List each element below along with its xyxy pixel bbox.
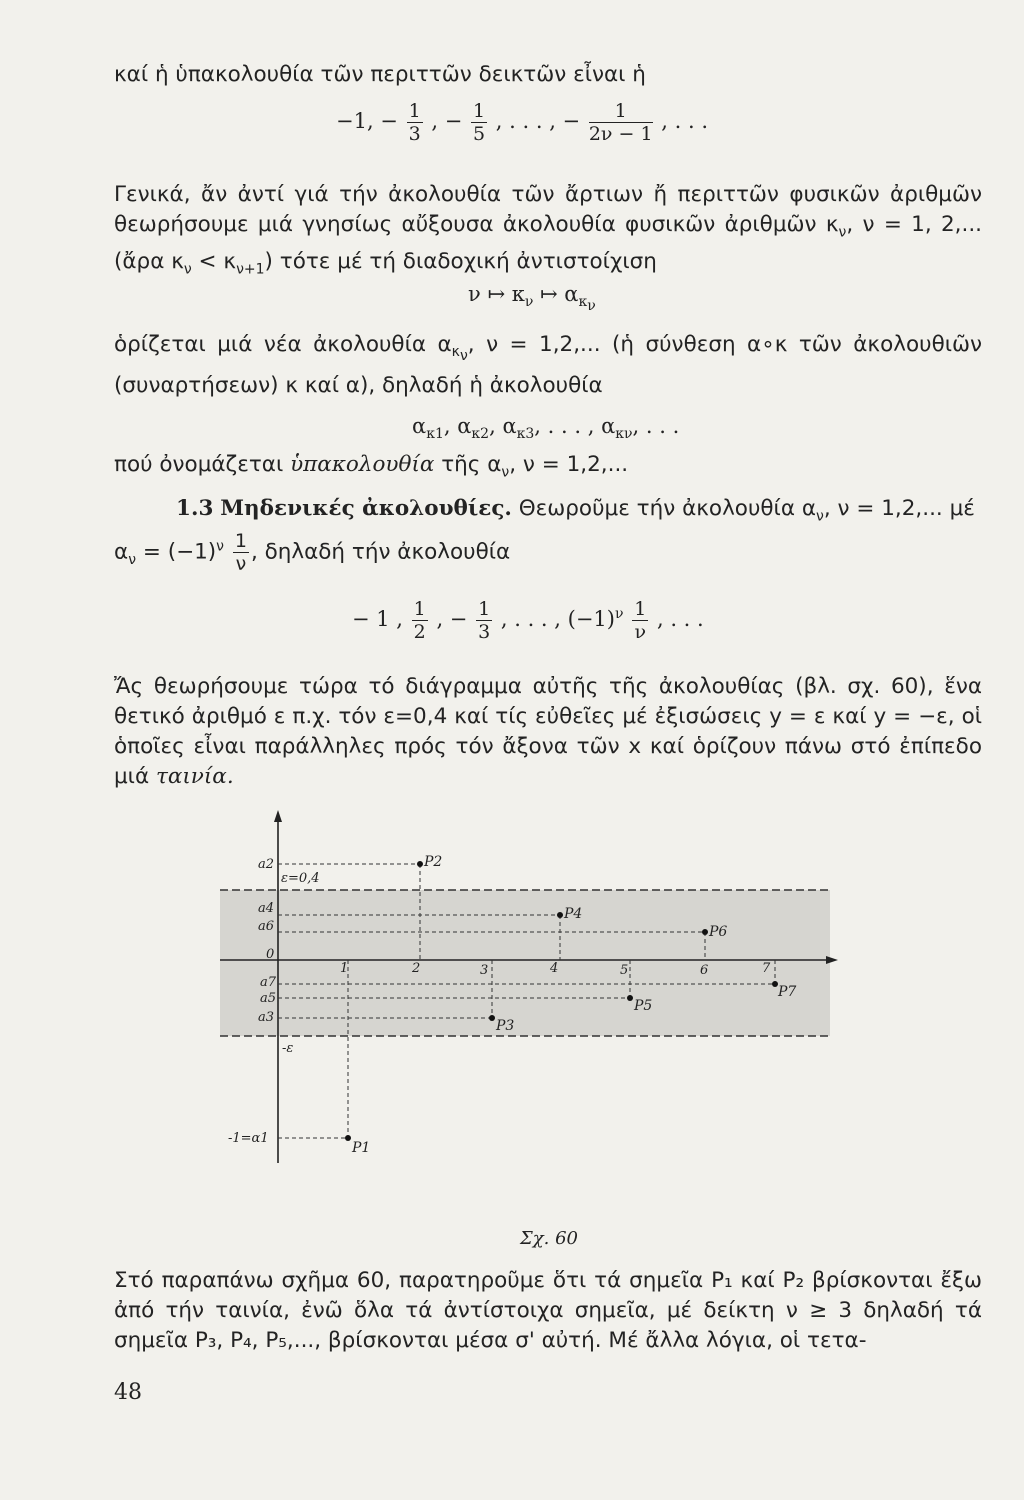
fraction-numerator: 1 <box>473 100 486 122</box>
tick-4: 4 <box>550 961 559 976</box>
fraction-denominator: ν <box>634 621 647 643</box>
paragraph-general <box>114 180 982 285</box>
label-p5: P5 <box>634 998 653 1014</box>
paragraph-text: , ν = 1,2,... <box>509 452 629 477</box>
subscript: ν <box>838 224 847 241</box>
formula-text: , − <box>431 109 463 133</box>
section-title: Μηδενικές ἀκολουθίες. <box>220 496 512 521</box>
subscript: ν <box>587 297 596 314</box>
fraction <box>476 598 492 643</box>
point-p2 <box>417 861 423 867</box>
formula-text: , . . . , − <box>495 109 581 133</box>
fraction <box>471 100 487 145</box>
formula-text: α <box>412 414 427 438</box>
fraction <box>632 598 648 643</box>
definition-line <box>114 530 510 575</box>
paragraph-subsequence-name <box>114 452 628 480</box>
subscript: κν <box>615 426 633 443</box>
fraction-denominator: 3 <box>408 123 421 145</box>
subscript: ν+1 <box>236 261 265 278</box>
label-p3: P3 <box>496 1018 515 1034</box>
fraction <box>233 530 249 575</box>
subscript: ν <box>128 551 137 568</box>
formula-text: , − <box>436 607 468 631</box>
section-number: 1.3 <box>176 496 214 521</box>
formula-text: , . . . , (−1) <box>500 607 615 631</box>
figure-60-diagram <box>210 808 850 1168</box>
formula-text: ↦ α <box>533 282 579 306</box>
tick-2: 2 <box>412 961 421 976</box>
paragraph-text: , ν = 1, 2,... (ἄρα κ <box>114 212 982 275</box>
subscript: ν <box>501 464 510 481</box>
italic-term: ταινία. <box>155 764 234 789</box>
fraction <box>407 100 423 145</box>
italic-term: ὑπακολουθία <box>290 452 435 477</box>
subscript: ν <box>816 508 824 525</box>
section-heading-line <box>176 496 975 524</box>
paragraph-text: , ν = 1,2,... (ἡ σύνθεση α∘κ τῶν ἀκολουθιῶν (συναρτήσεων) κ καί α), δηλαδή ἡ ἀκολουθία <box>114 332 983 399</box>
paragraph-text: ) τότε μέ τή διαδοχική ἀντιστοίχιση <box>264 249 657 275</box>
fraction-denominator: 5 <box>473 123 486 145</box>
y-axis-arrow <box>274 810 282 822</box>
x-axis-arrow <box>826 956 838 964</box>
paragraph-band <box>114 672 982 792</box>
subscript: κ1 <box>426 426 444 443</box>
fraction-numerator: 1 <box>634 598 647 620</box>
label-origin: 0 <box>266 947 275 962</box>
paragraph-observation: Στό παραπάνω σχῆμα 60, παρατηροῦμε ὅτι τά σημεῖα P₁ καί P₂ βρίσκονται ἔξω ἀπό τήν ταινία, ἐνῶ ὅλα τά ἀντίστοιχα σημεῖα, μέ δείκτη ν ≥ 3 δηλαδή τά σημεῖα P₃, P₄, P₅,..., βρίσκονται μέσα σ' αὐτή. Μέ ἄλλα λόγια, οἱ τετα- <box>114 1268 982 1353</box>
paragraph-text: τῆς α <box>434 452 502 477</box>
superscript: ν <box>614 606 624 622</box>
subscript: κ3 <box>516 426 535 443</box>
label-p4: P4 <box>564 906 583 922</box>
subscript: ν <box>459 348 468 365</box>
point-p3 <box>489 1015 495 1021</box>
fraction-denominator: ν <box>235 553 247 575</box>
formula-text: , . . . <box>661 109 708 133</box>
label-a5: a5 <box>260 991 277 1006</box>
point-p6 <box>702 929 708 935</box>
fraction <box>589 100 653 145</box>
paragraph-text: , δηλαδή τήν ἀκολουθία <box>250 539 511 565</box>
subscript: κν <box>451 344 468 365</box>
fraction-denominator: 2ν − 1 <box>588 123 653 145</box>
null-sequence-formula <box>352 598 704 643</box>
tick-5: 5 <box>620 963 629 978</box>
label-a6: a6 <box>258 919 275 934</box>
label-a2: a2 <box>258 857 275 872</box>
mapping-formula <box>468 282 596 314</box>
paragraph-text: ὁρίζεται μιά νέα ἀκολουθία α <box>114 332 452 357</box>
paragraph-composition <box>114 330 982 401</box>
odd-subsequence-formula <box>336 100 708 145</box>
epsilon-band <box>220 890 830 1036</box>
intro-line: καί ἡ ὑπακολουθία τῶν περιττῶν δεικτῶν εἶναι ἡ <box>114 62 646 87</box>
label-p7: P7 <box>778 984 797 1000</box>
tick-7: 7 <box>762 961 771 976</box>
label-a1: -1=α1 <box>228 1131 269 1146</box>
subscript: κν <box>578 294 596 314</box>
tick-3: 3 <box>480 963 489 978</box>
label-neg-eps: -ε <box>282 1041 294 1056</box>
paragraph-text: Ἄς θεωρήσουμε τώρα τό διάγραμμα αὐτῆς τῆς ἀκολουθίας (βλ. σχ. 60), ἕνα θετικό ἀριθμό ε π.χ. τόν ε=0,4 καί τίς εὐθεῖες μέ ἐξισώσεις y = ε καί y = −ε, οἱ ὁποῖες εἶναι παράλληλες πρός τόν ἄξονα τῶν x καί ὁρίζουν πάνω στό ἐπίπεδο μιά <box>114 674 982 789</box>
tick-6: 6 <box>700 963 709 978</box>
label-p6: P6 <box>709 924 728 940</box>
label-eps: ε=0,4 <box>281 871 320 886</box>
formula-text: , . . . <box>632 414 680 438</box>
label-a4: a4 <box>258 901 275 916</box>
tick-1: 1 <box>340 961 349 976</box>
formula-text: α <box>457 414 472 438</box>
paragraph-text: Θεωροῦμε τήν ἀκολουθία α <box>511 496 817 521</box>
formula-text: −1, − <box>336 109 398 133</box>
paragraph-text: Γενικά, ἄν ἀντί γιά τήν ἀκολουθία τῶν ἄρτιων ἤ περιττῶν φυσικῶν ἀριθμῶν θεωρήσουμε μιά γνησίως αὔξουσα ἀκολουθία φυσικῶν ἀριθμῶν κ <box>114 182 982 237</box>
subscript: ν <box>524 294 534 311</box>
subscript: ν <box>183 261 192 278</box>
paragraph-text: < κ <box>191 249 237 275</box>
fraction-numerator: 1 <box>408 100 421 122</box>
subscript: κ2 <box>471 426 490 443</box>
page-number: 48 <box>114 1380 142 1405</box>
label-p2: P2 <box>424 854 443 870</box>
fraction <box>412 598 428 643</box>
fraction-numerator: 1 <box>234 530 247 552</box>
formula-text: α <box>601 414 616 438</box>
subsequence-formula: $\alpha_{\kappa 1}$, $\alpha_{\kappa 2}$, $\alpha_{\kappa 3}$, . . . , $\alpha_{\kappa\nu}$, . . . <box>412 414 680 443</box>
fraction-denominator: 2 <box>413 621 426 643</box>
figure-caption: Σχ. 60 <box>520 1228 578 1249</box>
paragraph-text: πού ὀνομάζεται <box>114 452 291 477</box>
label-a7: a7 <box>260 975 277 990</box>
label-a3: a3 <box>258 1010 275 1025</box>
formula-text: α <box>502 414 517 438</box>
fraction-numerator: 1 <box>478 598 491 620</box>
point-p4 <box>557 912 563 918</box>
paragraph-text: , ν = 1,2,... μέ <box>823 496 975 521</box>
formula-text: − 1 , <box>352 607 403 631</box>
fraction-numerator: 1 <box>413 598 426 620</box>
formula-text: ν ↦ κ <box>468 282 525 306</box>
point-p5 <box>627 995 633 1001</box>
formula-text: = (−1) <box>136 539 217 565</box>
fraction-denominator: 3 <box>478 621 491 643</box>
formula-text: , . . . <box>656 607 704 631</box>
label-p1: P1 <box>352 1140 371 1156</box>
point-p1 <box>345 1135 351 1141</box>
fraction-numerator: 1 <box>589 100 653 123</box>
formula-text: α <box>114 539 129 565</box>
superscript: ν <box>216 538 224 555</box>
